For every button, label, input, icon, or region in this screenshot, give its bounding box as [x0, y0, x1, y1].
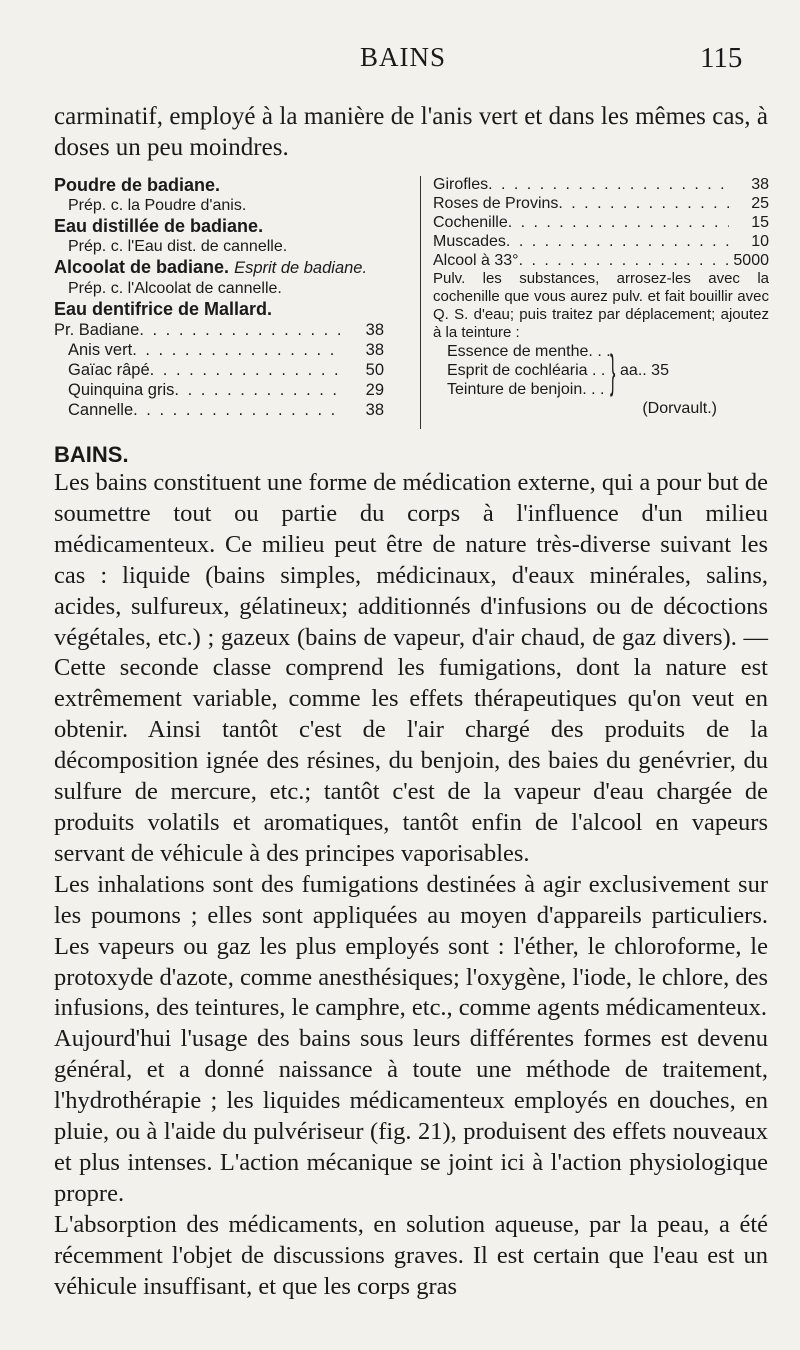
ingredient-name: Cannelle	[68, 401, 134, 419]
intro-text: carminatif, employé à la manière de l'anis vert et dans les mêmes cas, à doses un peu moindres.	[54, 103, 768, 161]
ingredient-name: Roses de Provins	[433, 195, 559, 212]
body-paragraph: Aujourd'hui l'usage des bains sous leurs différentes formes est devenu général, et a donné naissance à toute une méthode de traitement, l'hydrothérapie ; les liquides médicamenteux employés en douches, en pluie, ou à l'aide du pulvériseur (fig. 21), produisent des effets nouveaux et plus intenses. L'action mécanique se joint ici à l'action physiologique propre.	[54, 1025, 768, 1207]
ingredient-name: Cochenille	[433, 214, 508, 231]
right-column	[433, 175, 769, 418]
ingredient-qty: 5000	[733, 252, 769, 269]
running-title: BAINS	[360, 42, 447, 72]
ingredient-row	[433, 232, 769, 251]
preparation-instructions: Pulv. les substances, arrosez-les avec la cochenille que vous aurez pulv. et fait bouillir avec Q. S. d'eau; puis traitez par déplacement; ajoutez à la teinture :	[433, 270, 769, 341]
left-column	[54, 175, 384, 420]
body-paragraph: L'absorption des médicaments, en solution aqueuse, par la peau, a été récemment l'objet de discussions graves. Il est certain que l'eau est un véhicule insuffisant, et que les corps gras	[54, 1210, 768, 1300]
intro-paragraph	[54, 101, 768, 163]
alcoolat-title: Alcoolat de badiane.	[54, 257, 230, 277]
bracketed-ingredients	[433, 342, 769, 399]
ingredient-row	[54, 360, 384, 380]
section-body	[54, 468, 768, 1302]
bracket-items	[447, 342, 611, 399]
ingredient-qty: 38	[751, 176, 769, 193]
alcoolat-prep: Prép. c. l'Alcoolat de cannelle.	[68, 280, 282, 297]
ingredient-name: Alcool à 33°	[433, 252, 519, 269]
ingredient-row	[54, 340, 384, 360]
alcoolat-alt-name: Esprit de badiane.	[234, 259, 368, 277]
ingredient-row	[54, 320, 384, 340]
ingredient-name: Gaïac râpé	[68, 361, 150, 379]
ingredient-row	[433, 213, 769, 232]
ingredient-qty: 38	[365, 321, 384, 339]
page-header	[0, 42, 800, 82]
eau-prep: Prép. c. l'Eau dist. de cannelle.	[68, 238, 288, 255]
ingredient-name: Anis vert	[68, 341, 133, 359]
section-title: BAINS.	[54, 442, 129, 467]
column-divider	[420, 176, 421, 429]
ingredient-qty: 50	[365, 361, 384, 379]
ingredient-name: Pr. Badiane	[54, 321, 140, 339]
ingredient-qty: 38	[365, 401, 384, 419]
ingredient-row	[433, 194, 769, 213]
ingredient-row	[54, 400, 384, 420]
body-paragraph: Les inhalations sont des fumigations destinées à agir exclusivement sur les poumons ; elles sont appliquées au moyen d'appareils particuliers. Les vapeurs ou gaz les plus employés sont : l'éther, le chloroforme, le protoxyde d'azote, comme anesthésiques; l'oxygène, l'iode, le chlore, des infusions, des teintures, le camphre, etc., comme agents médicamenteux.	[54, 870, 768, 1022]
ingredient-qty: 29	[365, 381, 384, 399]
source-attribution: (Dorvault.)	[642, 400, 717, 417]
ingredient-qty: 10	[751, 233, 769, 250]
bracket-item: Esprit de cochléaria . .	[447, 362, 606, 379]
dentifrice-title: Eau dentifrice de Mallard.	[54, 299, 273, 319]
page-number: 115	[700, 42, 743, 74]
body-paragraph: Les bains constituent une forme de médication externe, qui a pour but de soumettre tout ou partie du corps à l'influence d'un milieu médicamenteux. Ce milieu peut être de nature très-diverse suivant les cas : liquide (bains simples, médicinaux, d'eaux minérales, salins, acides, sulfureux, gélatineux; additionnés d'infusions ou de décoctions végétales, etc.) ; gazeux (bains de vapeur, d'air chaud, de gaz divers). — Cette seconde classe comprend les fumigations, dont la nature est extrêmement variable, comme les effets thérapeutiques qu'on veut en obtenir. Ainsi tantôt c'est de l'air chargé des produits de la décomposition ignée des résines, du benjoin, des baies du genévrier, du sulfure de mercure, etc.; tantôt c'est de la vapeur d'eau chargée de produits volatils et aromatiques, tantôt enfin de l'alcool en vapeurs servant de véhicule à des principes vaporisables.	[54, 469, 768, 867]
brace-icon: }	[609, 344, 616, 397]
ingredient-qty: 25	[751, 195, 769, 212]
ingredient-row	[433, 251, 769, 270]
ingredient-name: Girofles	[433, 176, 489, 193]
poudre-title: Poudre de badiane.	[54, 175, 221, 195]
ingredient-qty: 38	[365, 341, 384, 359]
ingredient-row	[433, 175, 769, 194]
ingredient-row	[54, 380, 384, 400]
bracket-quantity: aa.. 35	[620, 362, 669, 379]
bracket-item: Essence de menthe. . .	[447, 343, 611, 360]
left-ingredient-list	[54, 320, 384, 420]
eau-title: Eau distillée de badiane.	[54, 216, 264, 236]
poudre-prep: Prép. c. la Poudre d'anis.	[68, 197, 247, 214]
ingredient-name: Muscades	[433, 233, 506, 250]
bracket-item: Teinture de benjoin. . .	[447, 381, 605, 398]
ingredient-name: Quinquina gris	[68, 381, 175, 399]
ingredient-qty: 15	[751, 214, 769, 231]
alcoolat-heading	[54, 257, 384, 279]
